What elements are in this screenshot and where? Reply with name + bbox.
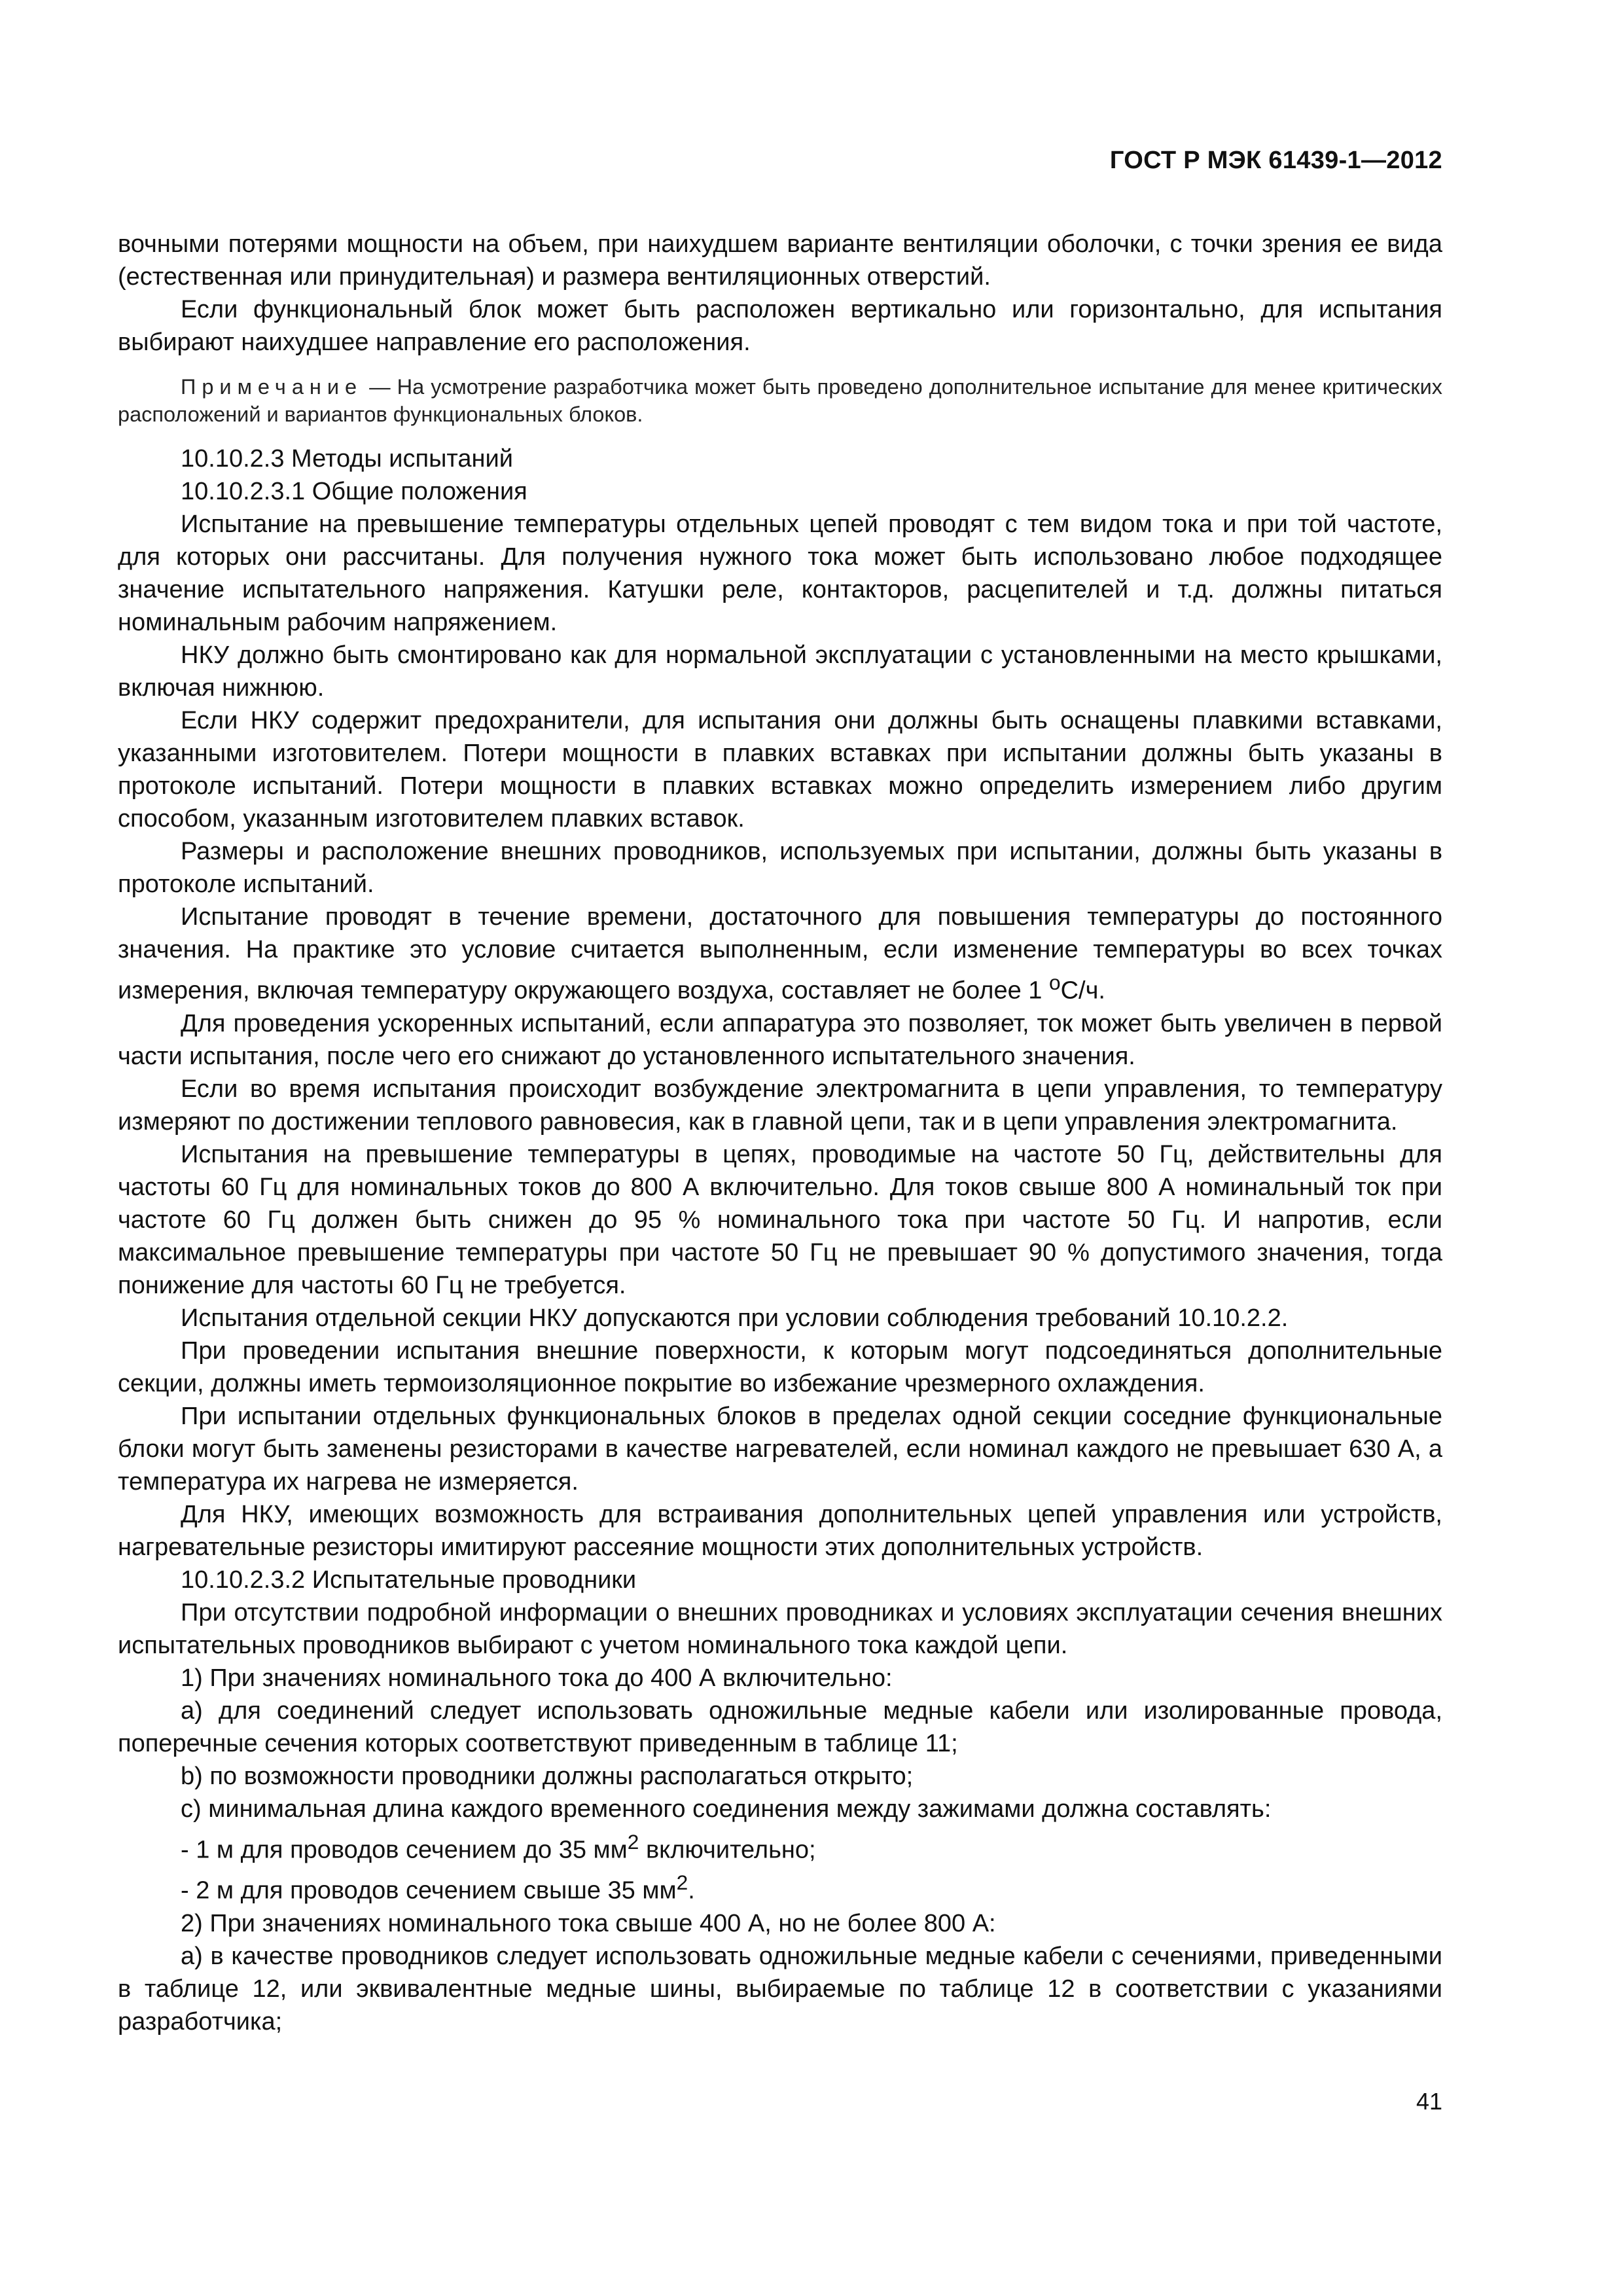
list-item-1a: а) для соединений следует использовать одножильные медные кабели или изолированные провода, поперечные сечения которых соответствуют приведенным в таблице 11; — [118, 1696, 1442, 1757]
heading-test-conductors: 10.10.2.3.2 Испытательные проводники — [181, 1566, 637, 1594]
paragraph-6: Для проведения ускоренных испытаний, если аппаратура это позволяет, ток может быть увеличен в первой части испытания, после чего его снижают до установленного испытательного значения. — [118, 1009, 1442, 1070]
paragraph-1: Испытание на превышение температуры отдельных цепей проводят с тем видом тока и при той частоте, для которых они рассчитаны. Для получения нужного тока может быть использовано любое подходящее значение испытательного напряжения. Катушки реле, контакторов, расцепителей и т.д. должны питаться номинальным рабочим напряжением. — [118, 511, 1442, 636]
note-label: Примечание — [181, 375, 363, 399]
note-text: — На усмотрение разработчика может быть проведено дополнительное испытание для менее критических расположений и вариантов функциональных блоков. — [118, 375, 1442, 426]
paragraph-10: При проведении испытания внешние поверхности, к которым могут подсоединяться дополнительные секции, должны иметь термоизоляционное покрытие во избежание чрезмерного охлаждения. — [118, 1336, 1442, 1397]
dash-item-1 — [118, 1825, 1442, 1867]
paragraph-5-tail: С/ч. — [1060, 977, 1105, 1005]
paragraph-8: Испытания на превышение температуры в цепях, проводимые на частоте 50 Гц, действительны для частоты 60 Гц для номинальных токов до 800 А включительно. Для токов свыше 800 А номинальный ток при частоте 60 Гц должен быть снижен до 95 % номинального тока при частоте 50 Гц. И напротив, если максимальное превышение температуры при частоте 50 Гц не превышает 90 % допустимого значения, тогда понижение для частоты 60 Гц не требуется. — [118, 1140, 1442, 1299]
paragraph-orientation: Если функциональный блок может быть расположен вертикально или горизонтально, для испытания выбирают наихудшее направление его расположения. — [118, 296, 1442, 356]
paragraph-2: НКУ должно быть смонтировано как для нормальной эксплуатации с установленными на место крышками, включая нижнюю. — [118, 641, 1442, 702]
paragraph-7: Если во время испытания происходит возбуждение электромагнита в цепи управления, то температуру измеряют по достижении теплового равновесия, как в главной цепи, так и в цепи управления электромагнита. — [118, 1075, 1442, 1136]
dash-item-2 — [118, 1866, 1442, 1907]
dash-item-2-text: - 2 м для проводов сечением свыше 35 мм — [181, 1876, 677, 1905]
paragraph-9: Испытания отдельной секции НКУ допускаются при условии соблюдения требований 10.10.2.2. — [181, 1304, 1289, 1332]
list-item-1b: b) по возможности проводники должны располагаться открыто; — [181, 1762, 914, 1790]
paragraph-11: При испытании отдельных функциональных блоков в пределах одной секции соседние функциональные блоки могут быть заменены резисторами в качестве нагревателей, если номинал каждого не превышает 630 А, а температура их нагрева не измеряется. — [118, 1402, 1442, 1496]
paragraph-3: Если НКУ содержит предохранители, для испытания они должны быть оснащены плавкими вставками, указанными изготовителем. Потери мощности в плавких вставках при испытании должны быть указаны в протоколе испытаний. Потери мощности в плавких вставках можно определить измерением либо другим способом, указанным изготовителем плавких вставок. — [118, 707, 1442, 833]
page-number: 41 — [1416, 2088, 1442, 2115]
continuation-paragraph: вочными потерями мощности на объем, при наихудшем варианте вентиляции оболочки, с точки зрения ее вида (естественная или принудительная) и размера вентиляционных отверстий. — [118, 230, 1442, 291]
degree-sign: о — [1048, 971, 1061, 994]
dash-item-2-tail: . — [688, 1876, 695, 1905]
document-body — [118, 228, 1442, 2038]
list-item-1c: с) минимальная длина каждого временного соединения между зажимами должна составлять: — [181, 1795, 1272, 1823]
standard-designation: ГОСТ Р МЭК 61439-1—2012 — [1109, 147, 1442, 174]
list-item-1: 1) При значениях номинального тока до 400 А включительно: — [181, 1664, 893, 1692]
heading-general: 10.10.2.3.1 Общие положения — [181, 478, 527, 505]
paragraph-4: Размеры и расположение внешних проводников, используемых при испытании, должны быть указаны в протоколе испытаний. — [118, 838, 1442, 898]
superscript-2: 2 — [676, 1871, 688, 1895]
paragraph-12: Для НКУ, имеющих возможность для встраивания дополнительных цепей управления или устройств, нагревательные резисторы имитируют рассеяние мощности этих дополнительных устройств. — [118, 1500, 1442, 1561]
dash-item-1-text: - 1 м для проводов сечением до 35 мм — [181, 1836, 628, 1864]
heading-test-methods: 10.10.2.3 Методы испытаний — [181, 445, 513, 473]
paragraph-5 — [118, 901, 1442, 1007]
list-item-2a: а) в качестве проводников следует использовать одножильные медные кабели с сечениями, приведенными в таблице 12, или эквивалентные медные шины, выбираемые по таблице 12 в соответствии с указаниями разработчика; — [118, 1942, 1442, 2036]
paragraph-13: При отсутствии подробной информации о внешних проводниках и условиях эксплуатации сечения внешних испытательных проводников выбирают с учетом номинального тока каждой цепи. — [118, 1598, 1442, 1659]
note — [118, 373, 1442, 428]
list-item-2: 2) При значениях номинального тока свыше 400 А, но не более 800 А: — [181, 1909, 996, 1937]
dash-item-1-tail: включительно; — [639, 1836, 816, 1864]
superscript-2: 2 — [627, 1829, 639, 1854]
paragraph-5-text: Испытание проводят в течение времени, достаточного для повышения температуры до постоянного значения. На практике это условие считается выполненным, если изменение температуры во всех точках измерения, включая температуру окружающего воздуха, составляет не более 1 — [118, 903, 1442, 1005]
